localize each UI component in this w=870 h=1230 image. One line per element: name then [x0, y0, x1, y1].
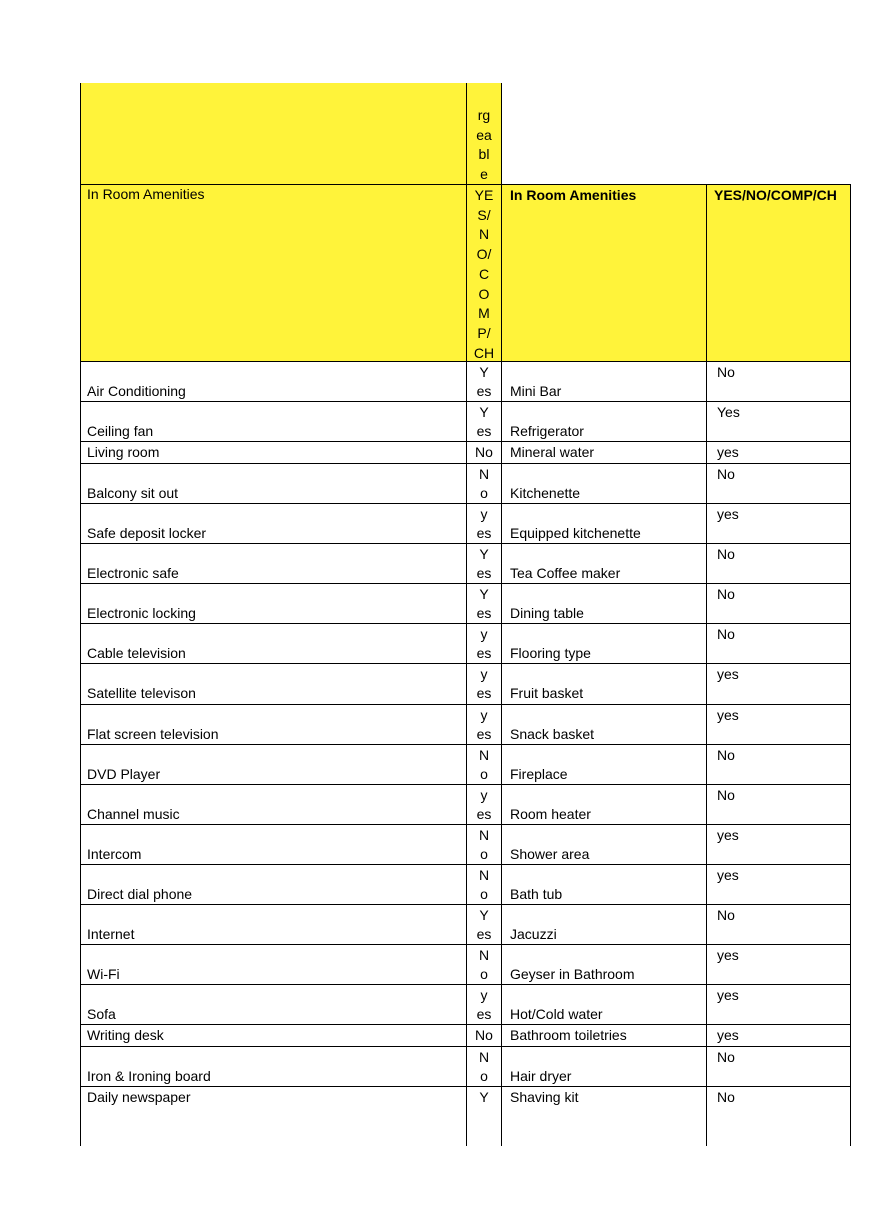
amenity-value: y: [480, 707, 488, 723]
amenity-value: es: [476, 1006, 492, 1022]
header-fill-left: [80, 83, 501, 184]
amenity-value: No: [717, 1049, 735, 1065]
amenity-value: No: [717, 747, 735, 763]
amenity-name: Electronic safe: [87, 565, 179, 581]
amenity-name: Shower area: [510, 846, 590, 862]
amenity-name: Intercom: [87, 846, 142, 862]
amenity-value: es: [476, 685, 492, 701]
amenity-name: Hot/Cold water: [510, 1006, 603, 1022]
col2-heading-wrapped: O: [478, 285, 490, 302]
amenity-value: yes: [717, 707, 739, 723]
amenity-name: Hair dryer: [510, 1068, 572, 1084]
header-wrapped-text: bl: [478, 146, 490, 163]
header-wrapped-text: ea: [476, 126, 492, 143]
amenity-name: Kitchenette: [510, 485, 581, 501]
amenity-value: yes: [717, 947, 739, 963]
amenity-value: yes: [717, 987, 739, 1003]
amenity-name: Electronic locking: [87, 605, 196, 621]
amenity-name: Bathroom toiletries: [510, 1027, 627, 1043]
amenity-name: Geyser in Bathroom: [510, 966, 635, 982]
amenity-name: Fruit basket: [510, 685, 584, 701]
amenity-value: y: [480, 666, 488, 682]
amenity-value: Y: [479, 364, 489, 380]
header-wrapped-text: rg: [477, 107, 491, 123]
amenity-name: Room heater: [510, 806, 591, 822]
amenity-value: o: [480, 966, 488, 982]
amenity-name: Refrigerator: [510, 423, 584, 439]
amenity-name: Mini Bar: [510, 383, 562, 399]
amenity-value: yes: [717, 827, 739, 843]
amenity-name: Equipped kitchenette: [510, 525, 641, 541]
amenity-name: Air Conditioning: [87, 383, 186, 399]
amenity-value: N: [478, 947, 490, 963]
amenity-value: yes: [717, 506, 739, 522]
col4-heading: YES/NO/COMP/CH: [714, 187, 837, 203]
col2-heading-wrapped: N: [478, 226, 490, 243]
column-divider: [80, 83, 81, 1146]
col2-heading-wrapped: YE: [474, 187, 494, 203]
amenity-value: y: [480, 626, 488, 642]
amenity-name: Balcony sit out: [87, 485, 179, 501]
amenity-value: o: [480, 886, 488, 902]
amenity-name: Satellite televison: [87, 685, 196, 701]
amenity-value: o: [480, 766, 488, 782]
amenity-value: N: [478, 747, 490, 763]
amenity-value: y: [480, 787, 488, 803]
amenity-value: o: [480, 1068, 488, 1084]
amenity-value: N: [478, 466, 490, 482]
amenity-value: es: [476, 726, 492, 742]
amenity-value: No: [717, 787, 735, 803]
amenity-value: No: [717, 546, 735, 562]
col2-heading-wrapped: S/: [477, 206, 491, 223]
amenity-value: No: [717, 1089, 735, 1105]
amenity-value: No: [717, 586, 735, 602]
amenity-name: DVD Player: [87, 766, 161, 782]
amenity-name: Sofa: [87, 1006, 116, 1022]
amenity-name: Ceiling fan: [87, 423, 154, 439]
amenity-value: yes: [717, 444, 739, 460]
amenity-name: Iron & Ironing board: [87, 1068, 211, 1084]
header-wrapped-text: e: [480, 166, 488, 183]
amenity-value: es: [476, 926, 492, 942]
amenity-value: No: [717, 466, 735, 482]
amenity-value: y: [480, 506, 488, 522]
amenity-name: Internet: [87, 926, 135, 942]
column-divider: [706, 184, 707, 1146]
amenity-name: Mineral water: [510, 444, 595, 460]
amenity-name: Living room: [87, 444, 160, 460]
col1-heading: In Room Amenities: [87, 186, 205, 202]
amenity-name: Daily newspaper: [87, 1089, 191, 1105]
col2-heading-wrapped: P/: [477, 324, 491, 341]
amenity-value: No: [717, 907, 735, 923]
amenity-value: yes: [717, 1027, 739, 1043]
amenity-value: Y: [479, 546, 489, 562]
amenity-value: es: [476, 525, 492, 541]
amenity-name: Direct dial phone: [87, 886, 193, 902]
amenity-name: Tea Coffee maker: [510, 565, 621, 581]
col3-heading: In Room Amenities: [510, 187, 637, 203]
amenity-value: o: [480, 485, 488, 501]
amenity-name: Jacuzzi: [510, 926, 557, 942]
amenity-value: yes: [717, 867, 739, 883]
col2-heading-wrapped: CH: [473, 344, 495, 361]
amenity-value: Y: [479, 586, 489, 602]
amenity-value: es: [476, 383, 492, 399]
column-divider: [850, 184, 851, 1146]
amenity-name: Flooring type: [510, 645, 591, 661]
amenity-name: Flat screen television: [87, 726, 219, 742]
amenity-value: No: [475, 1027, 493, 1043]
amenity-value: es: [476, 423, 492, 439]
amenity-value: o: [480, 846, 488, 862]
amenity-value: es: [476, 565, 492, 581]
col2-heading-wrapped: O/: [476, 246, 492, 263]
amenity-value: Y: [479, 1089, 489, 1105]
amenity-name: Writing desk: [87, 1027, 164, 1043]
amenity-name: Shaving kit: [510, 1089, 579, 1105]
amenity-name: Wi-Fi: [87, 966, 120, 982]
amenity-value: No: [717, 364, 735, 380]
amenity-value: N: [478, 1049, 490, 1065]
amenity-value: Yes: [717, 404, 740, 420]
amenity-value: N: [478, 827, 490, 843]
amenity-name: Channel music: [87, 806, 180, 822]
amenity-name: Cable television: [87, 645, 186, 661]
amenity-value: N: [478, 867, 490, 883]
amenity-value: Y: [479, 404, 489, 420]
amenity-value: y: [480, 987, 488, 1003]
amenity-value: yes: [717, 666, 739, 682]
amenity-name: Fireplace: [510, 766, 568, 782]
amenity-value: No: [475, 444, 493, 460]
amenity-value: Y: [479, 907, 489, 923]
amenity-name: Bath tub: [510, 886, 563, 902]
amenity-value: es: [476, 645, 492, 661]
amenity-name: Snack basket: [510, 726, 595, 742]
col2-heading-wrapped: M: [478, 305, 490, 322]
amenity-name: Dining table: [510, 605, 584, 621]
amenity-name: Safe deposit locker: [87, 525, 207, 541]
column-divider: [501, 83, 502, 1146]
title-fill: [80, 184, 850, 361]
col2-heading-wrapped: C: [478, 265, 490, 282]
amenity-value: es: [476, 605, 492, 621]
amenity-value: es: [476, 806, 492, 822]
amenity-value: No: [717, 626, 735, 642]
